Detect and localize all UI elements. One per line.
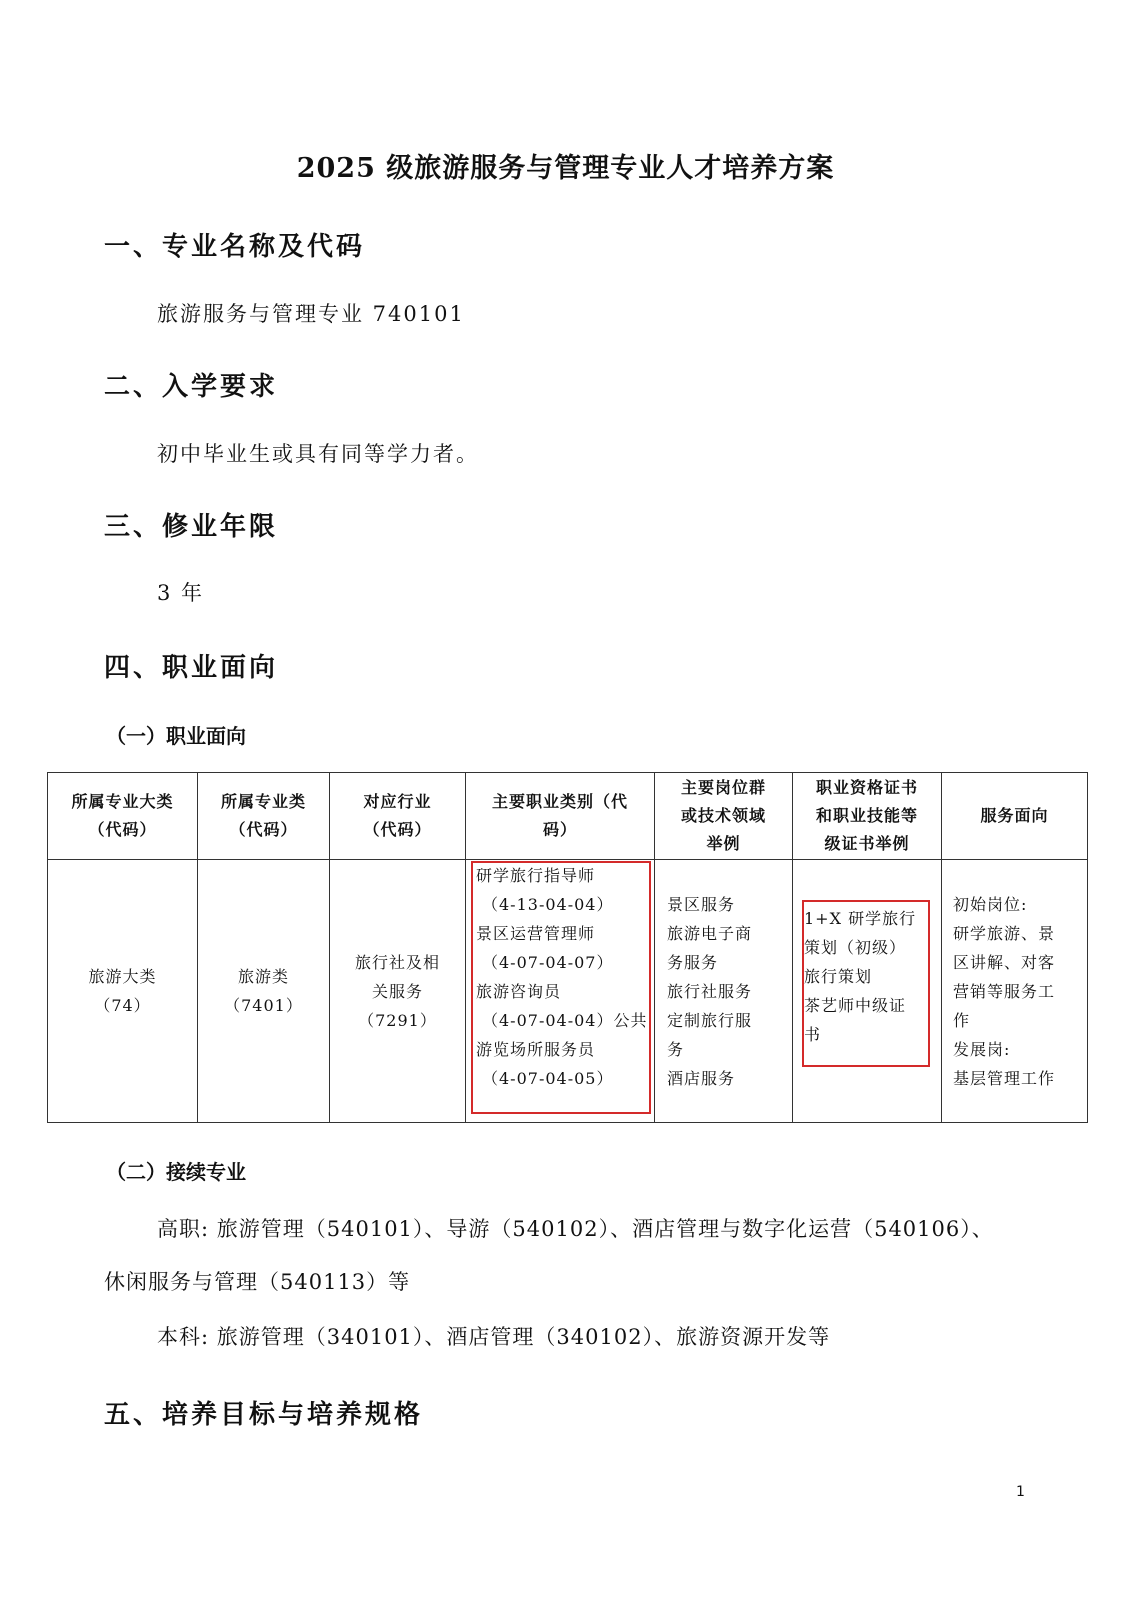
- section-heading-1: 一、专业名称及代码: [104, 232, 366, 262]
- document-title: 2025 级旅游服务与管理专业人才培养方案: [296, 153, 835, 184]
- header-industry: 对应行业 （代码）: [330, 773, 466, 860]
- admission-requirement: 初中毕业生或具有同等学力者。: [157, 442, 479, 466]
- study-duration: 3 年: [157, 581, 205, 605]
- table-header-row: [48, 773, 1088, 860]
- major-name-code: 旅游服务与管理专业 740101: [157, 302, 465, 326]
- table-row: [48, 860, 1088, 1123]
- continuation-undergraduate: 本科: 旅游管理（340101）、酒店管理（340102）、旅游资源开发等: [157, 1325, 831, 1349]
- header-major-category: 所属专业大类 （代码）: [48, 773, 198, 860]
- header-certificates: 职业资格证书 和职业技能等 级证书举例: [793, 773, 942, 860]
- page-number: 1: [1016, 1484, 1025, 1500]
- cell-certificates: 1+X 研学旅行 策划（初级） 旅行策划 茶艺师中级证 书: [793, 860, 942, 1123]
- continuation-vocational-line1: 高职: 旅游管理（540101）、导游（540102）、酒店管理与数字化运营（540106）、: [157, 1217, 994, 1241]
- cell-occupation-category: 研学旅行指导师 （4-13-04-04） 景区运营管理师 （4-07-04-07） 旅游咨询员 （4-07-04-04）公共 游览场所服务员 （4-07-04-05）: [466, 860, 655, 1123]
- occupation-table: [47, 772, 1088, 1123]
- cell-industry: 旅行社及相 关服务 （7291）: [330, 860, 466, 1123]
- subsection-heading-occupation: （一）职业面向: [106, 724, 246, 748]
- continuation-vocational-line2: 休闲服务与管理（540113）等: [104, 1270, 411, 1294]
- section-heading-3: 三、修业年限: [104, 512, 279, 542]
- header-job-group: 主要岗位群 或技术领域 举例: [655, 773, 793, 860]
- header-service-orientation: 服务面向: [942, 773, 1088, 860]
- header-major-class: 所属专业类 （代码）: [198, 773, 330, 860]
- cell-major-category: 旅游大类 （74）: [48, 860, 198, 1123]
- section-heading-5: 五、培养目标与培养规格: [104, 1400, 424, 1430]
- cell-job-group: 景区服务 旅游电子商 务服务 旅行社服务 定制旅行服 务 酒店服务: [655, 860, 793, 1123]
- cell-service-orientation: 初始岗位: 研学旅游、景 区讲解、对客 营销等服务工 作 发展岗: 基层管理工作: [942, 860, 1088, 1123]
- section-heading-4: 四、职业面向: [104, 653, 279, 683]
- cell-major-class: 旅游类 （7401）: [198, 860, 330, 1123]
- section-heading-2: 二、入学要求: [104, 372, 279, 402]
- header-occupation-category: 主要职业类别（代 码）: [466, 773, 655, 860]
- subsection-heading-continuation: （二）接续专业: [106, 1160, 246, 1184]
